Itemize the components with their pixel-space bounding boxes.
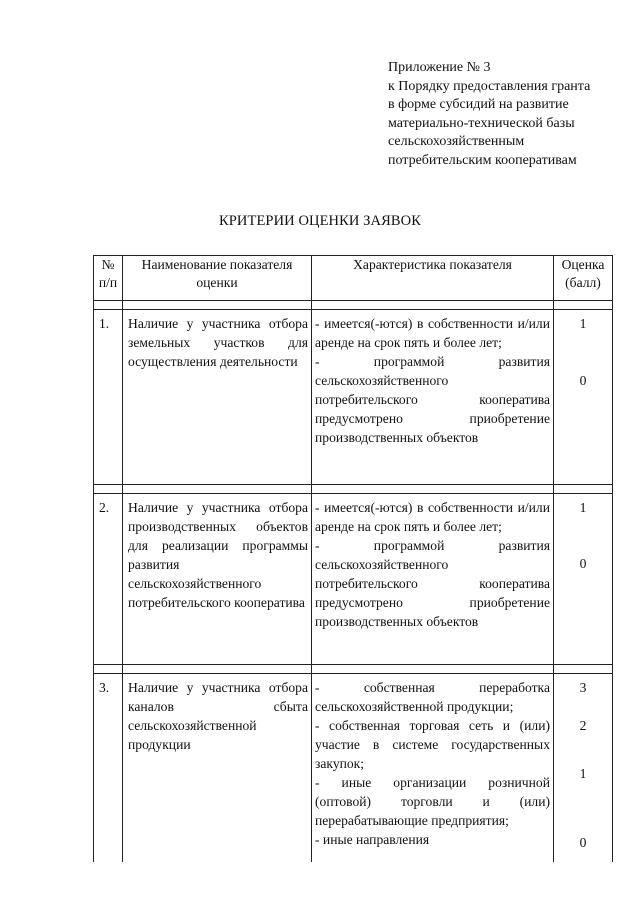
header-score-line: Оценка [561, 257, 605, 272]
table-header-row [94, 256, 613, 301]
table-row [94, 494, 613, 665]
row-indicator-name: Наличие у участника отбора производственных объектов для реализации программы развития сельскохозяйственного потребительского кооператива [123, 494, 312, 665]
score-value: 0 [579, 373, 587, 388]
appendix-line: в форме субсидий на развитие [388, 97, 569, 112]
appendix-note [388, 59, 628, 170]
characteristic-item: - имеется(-ются) в собственности и/или аренде на срок пять и более лет; [315, 500, 550, 534]
row-gap [94, 485, 613, 494]
row-score [554, 310, 613, 485]
score-value: 1 [579, 316, 587, 331]
header-num [94, 256, 123, 301]
appendix-line: сельскохозяйственным [388, 134, 525, 149]
characteristic-item: - собственная переработка сельскохозяйственной продукции; [315, 680, 550, 714]
document-title: КРИТЕРИИ ОЦЕНКИ ЗАЯВОК [218, 213, 421, 229]
score-value: 0 [579, 556, 587, 571]
row-characteristic [312, 674, 554, 863]
characteristic-item: - программой развития сельскохозяйственного потребительского кооператива предусмотрено приобретение производственных объектов [315, 354, 550, 445]
header-score-line: (балл) [565, 275, 601, 290]
appendix-line: материально-технической базы [388, 115, 575, 131]
row-gap [94, 665, 613, 674]
row-score [554, 494, 613, 665]
table-row [94, 310, 613, 485]
row-number: 1. [94, 310, 123, 485]
row-gap [94, 301, 613, 310]
row-characteristic [312, 494, 554, 665]
characteristic-item: - имеется(-ются) в собственности и/или аренде на срок пять и более лет; [315, 316, 550, 350]
row-indicator-name: Наличие у участника отбора каналов сбыта сельскохозяйственной продукции [123, 674, 312, 863]
score-value: 1 [579, 500, 587, 515]
appendix-line: Приложение № 3 [388, 60, 491, 75]
characteristic-item: - собственная торговая сеть и (или) участие в системе государственных закупок; [315, 718, 550, 771]
header-name-line: оценки [196, 275, 238, 290]
score-value: 1 [579, 766, 587, 781]
row-characteristic [312, 310, 554, 485]
header-characteristic [312, 256, 554, 301]
score-value: 3 [579, 680, 587, 695]
header-score [554, 256, 613, 301]
header-name [123, 256, 312, 301]
header-characteristic-text: Характеристика показателя [353, 257, 512, 272]
characteristic-item: - программой развития сельскохозяйственного потребительского кооператива предусмотрено приобретение производственных объектов [315, 538, 550, 629]
score-value: 2 [579, 718, 587, 733]
row-score [554, 674, 613, 863]
score-value: 0 [579, 835, 587, 850]
appendix-line: к Порядку предоставления гранта [388, 78, 591, 94]
row-number: 2. [94, 494, 123, 665]
header-name-line: Наименование показателя [141, 257, 293, 272]
criteria-table [93, 255, 613, 862]
characteristic-item: - иные направления [315, 832, 430, 847]
row-number: 3. [94, 674, 123, 863]
row-indicator-name: Наличие у участника отбора земельных участков для осуществления деятельности [123, 310, 312, 485]
appendix-line: потребительским кооперативам [388, 152, 577, 168]
characteristic-item: - иные организации розничной (оптовой) торговли и (или) перерабатывающие предприятия; [315, 775, 550, 828]
header-num-line: п/п [98, 275, 118, 290]
table-row [94, 674, 613, 863]
header-num-line: № [101, 257, 115, 272]
